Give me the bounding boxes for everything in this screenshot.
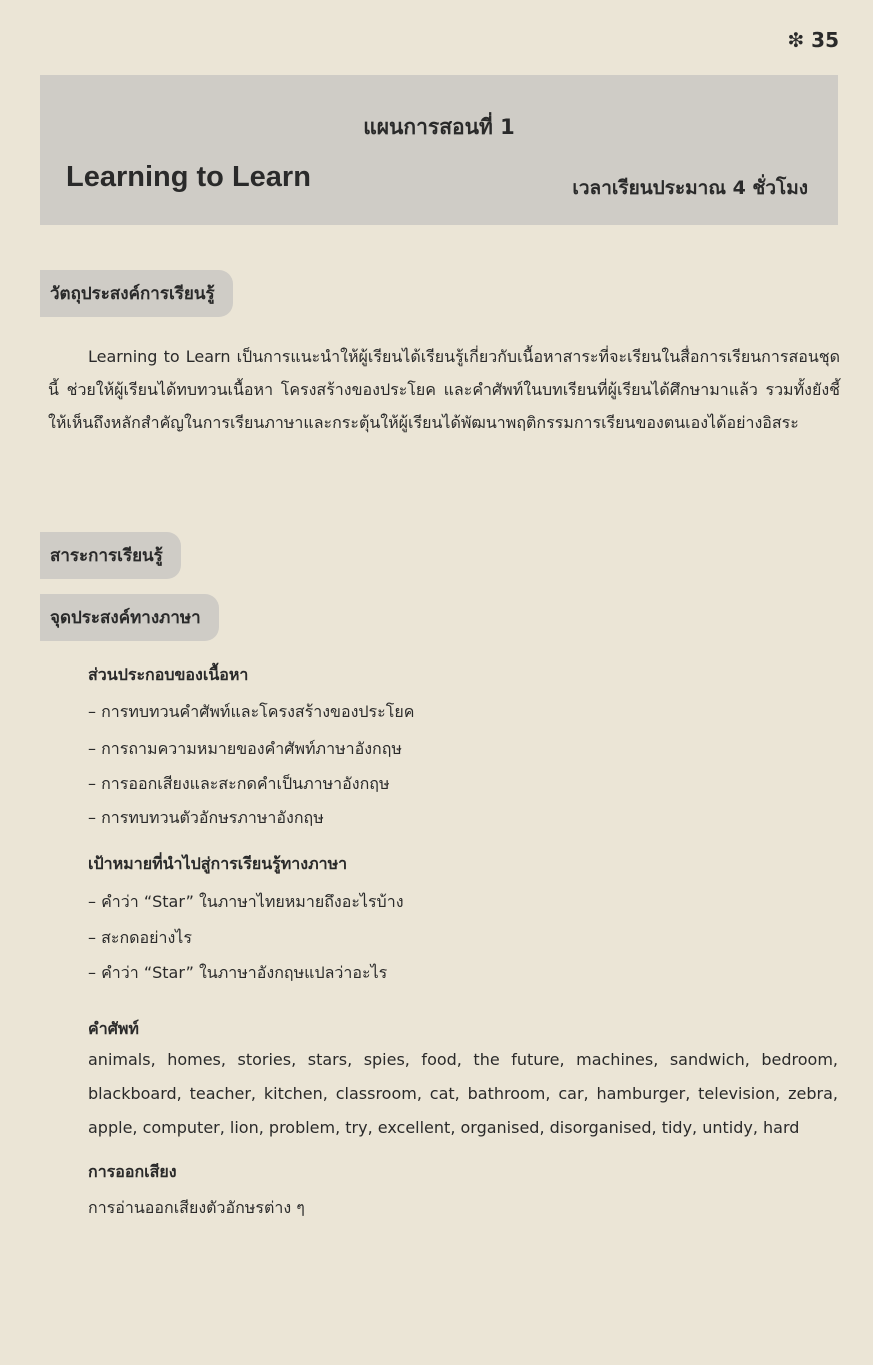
language-heading: จุดประสงค์ทางภาษา bbox=[40, 594, 219, 641]
vocabulary-text: animals, homes, stories, stars, spies, food, the future, machines, sandwich, bedroom, blackboard, teacher, kitchen, classroom, cat, bathroom, car, hamburger, television, zebra, apple, computer, lion, problem, try, excellent, organised, disorganised, tidy, untidy, hard bbox=[88, 1050, 838, 1137]
goals-title: เป้าหมายที่นำไปสู่การเรียนรู้ทางภาษา bbox=[88, 854, 348, 873]
list-item: – สะกดอย่างไร bbox=[88, 928, 192, 947]
list-item: – การถามความหมายของคำศัพท์ภาษาอังกฤษ bbox=[88, 739, 402, 758]
objectives-text: Learning to Learn เป็นการแนะนำให้ผู้เรียนได้เรียนรู้เกี่ยวกับเนื้อหาสาระที่จะเรียนในสื่อการเรียนการสอนชุดนี้ ช่วยให้ผู้เรียนได้ทบทวนเนื้อหา โครงสร้างของประโยค และคำศัพท์ในบทเรียนที่ผู้เรียนได้ศึกษามาแล้ว รวมทั้งยังชี้ให้เห็นถึงหลักสำคัญในการเรียนภาษาและกระตุ้นให้ผู้เรียนได้พัฒนาพฤติกรรมการเรียนของตนเองได้อย่างอิสระ bbox=[48, 347, 840, 432]
list-item: – คำว่า “Star” ในภาษาไทยหมายถึงอะไรบ้าง bbox=[88, 892, 404, 911]
pronunciation-text: การอ่านออกเสียงตัวอักษรต่าง ๆ bbox=[88, 1198, 305, 1217]
list-item: – การทบทวนตัวอักษรภาษาอังกฤษ bbox=[88, 808, 324, 827]
list-item: – การออกเสียงและสะกดคำเป็นภาษาอังกฤษ bbox=[88, 774, 390, 793]
objectives-heading: วัตถุประสงค์การเรียนรู้ bbox=[40, 270, 233, 317]
list-item: – คำว่า “Star” ในภาษาอังกฤษแปลว่าอะไร bbox=[88, 963, 388, 982]
components-title: ส่วนประกอบของเนื้อหา bbox=[88, 665, 249, 684]
lesson-number: แผนการสอนที่ 1 bbox=[363, 115, 515, 139]
list-item: – การทบทวนคำศัพท์และโครงสร้างของประโยค bbox=[88, 702, 415, 721]
vocabulary-title: คำศัพท์ bbox=[88, 1019, 139, 1038]
page-number: ❇ 35 bbox=[787, 28, 839, 52]
pronunciation-title: การออกเสียง bbox=[88, 1162, 177, 1181]
lesson-header bbox=[40, 75, 838, 225]
lesson-title: Learning to Learn bbox=[66, 161, 311, 193]
lesson-duration: เวลาเรียนประมาณ 4 ชั่วโมง bbox=[572, 177, 808, 199]
content-heading: สาระการเรียนรู้ bbox=[40, 532, 181, 579]
